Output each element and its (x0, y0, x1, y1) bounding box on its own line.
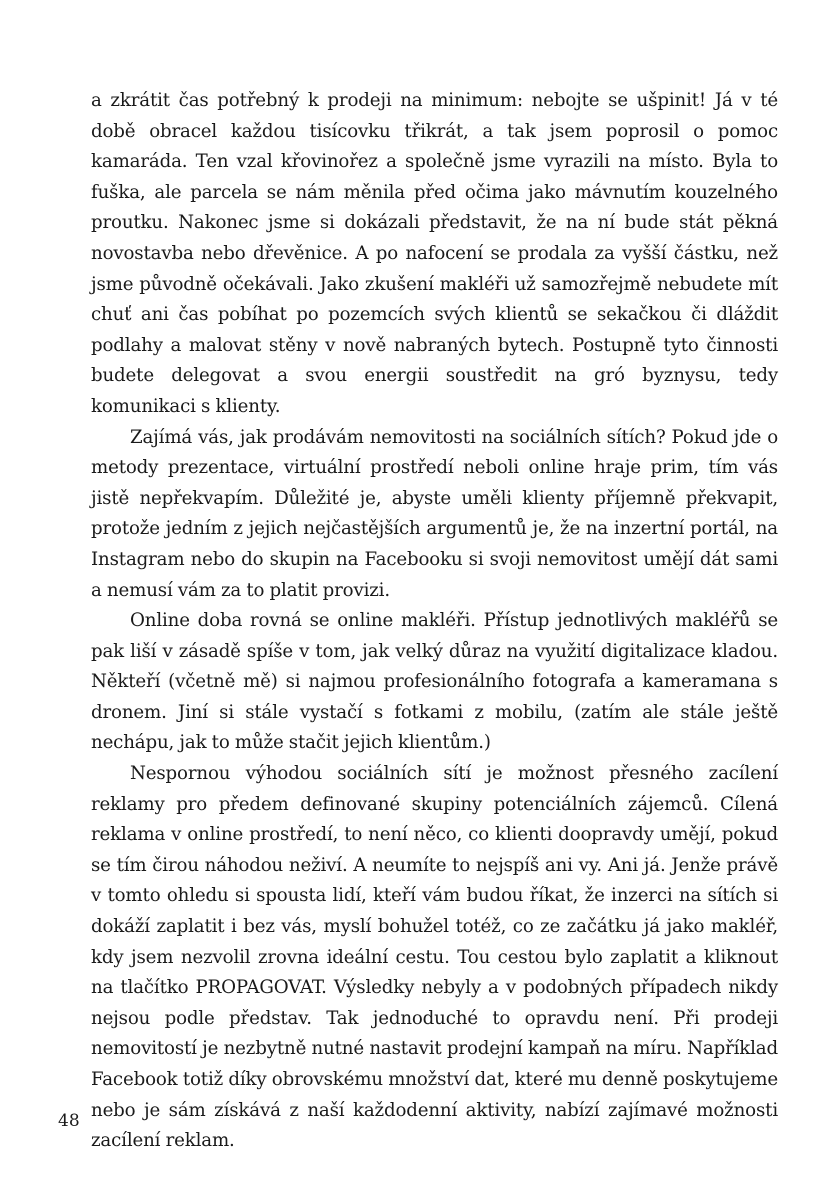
paragraph-targeted-ads: Nespornou výhodou sociálních sítí je možnost přesného zacílení reklamy pro předem definované skupiny potenciálních zájemců. Cílená reklama v online prostředí, to není něco, co klienti doopravdy umějí, pokud se tím čirou náhodou neživí. A neumíte to nejspíš ani vy. Ani já. Jenže právě v tomto ohledu si spousta lidí, kteří vám budou říkat, že inzerci na sítích si dokáží zaplatit i bez vás, myslí bohužel totéž, co ze začátku já jako makléř, kdy jsem nezvolil zrovna ideální cestu. Tou cestou bylo zaplatit a kliknout na tlačítko PROPAGOVAT. Výsledky nebyly a v podobných případech nikdy nejsou podle představ. Tak jednoduché to opravdu není. Při prodeji nemovitostí je nezbytně nutné nastavit prodejní kampaň na míru. Například Facebook totiž díky obrovskému množství dat, které mu denně poskytujeme nebo je sám získává z naší každodenní aktivity, nabízí zajímavé možnosti zacílení reklam. (91, 763, 778, 1152)
body-text (91, 86, 778, 1157)
paragraph-online-agents: Online doba rovná se online makléři. Přístup jednotlivých makléřů se pak liší v zásadě spíše v tom, jak velký důraz na využití digitalizace kladou. Někteří (včetně mě) si najmou profesionálního fotografa a kameramana s dronem. Jiní si stále vystačí s fotkami z mobilu, (zatím ale stále ještě nechápu, jak to může stačit jejich klientům.) (91, 610, 778, 754)
paragraph-continuation: a zkrátit čas potřebný k prodeji na minimum: nebojte se ušpinit! Já v té době obracel každou tisícovku třikrát, a tak jsem poprosil o pomoc kamaráda. Ten vzal křovinořez a společně jsme vyrazili na místo. Byla to fuška, ale parcela se nám měnila před očima jako mávnutím kouzelného proutku. Nakonec jsme si dokázali představit, že na ní bude stát pěkná novostavba nebo dřevěnice. A po nafocení se prodala za vyšší částku, než jsme původně očekávali. Jako zkušení makléři už samozřejmě nebudete mít chuť ani čas pobíhat po pozemcích svých klientů se sekačkou či dláždit podlahy a malovat stěny v nově nabraných bytech. Postupně tyto činnosti budete delegovat a svou energii soustředit na gró byznysu, tedy komunikaci s klienty. (91, 90, 778, 417)
paragraph-social-networks: Zajímá vás, jak prodávám nemovitosti na sociálních sítích? Pokud jde o metody prezentace, virtuální prostředí neboli online hraje prim, tím vás jistě nepřekvapím. Důležité je, abyste uměli klienty příjemně překvapit, protože jedním z jejich nejčastějších argumentů je, že na inzertní portál, na Instagram nebo do skupin na Facebooku si svoji nemovitost umějí dát sami a nemusí vám za to platit provizi. (91, 426, 778, 601)
page-number: 48 (58, 1111, 80, 1131)
